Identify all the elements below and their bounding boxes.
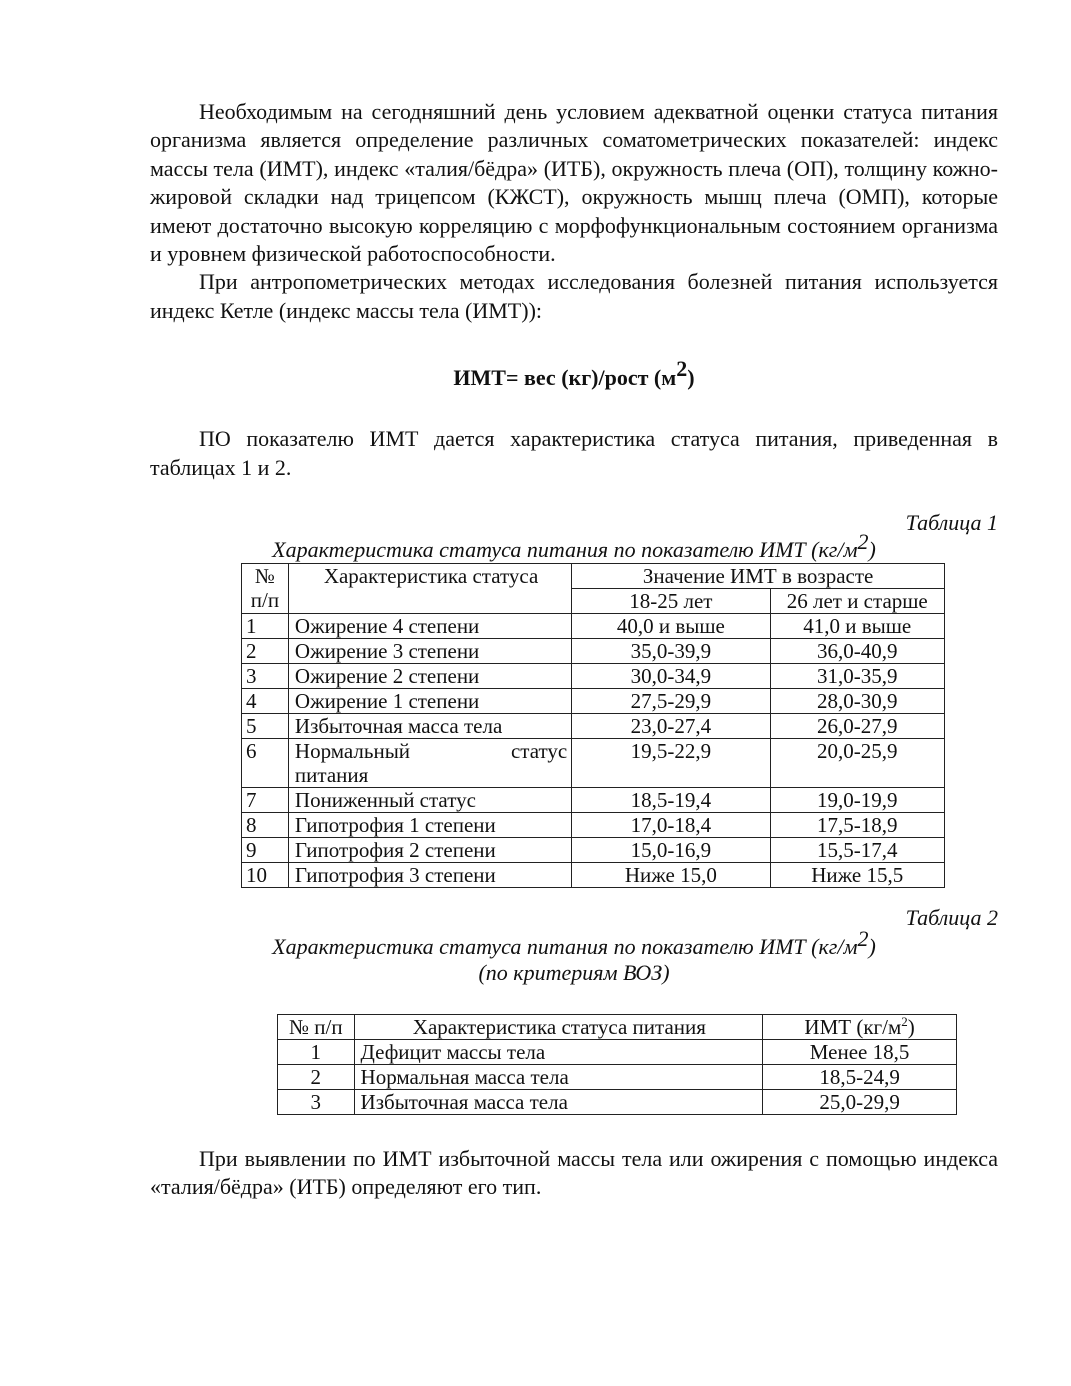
row-status: Нормальная масса тела [354,1065,763,1090]
formula-close: ) [687,365,695,391]
table-row [242,838,945,863]
row-value-18-25: 18,5-19,4 [572,788,770,813]
row-value-26-plus: 36,0-40,9 [770,639,945,664]
row-value-26-plus: 17,5-18,9 [770,813,945,838]
header-bmi-sup: 2 [901,1014,908,1030]
table1-caption [150,529,998,563]
document-page [150,98,998,1202]
row-value-18-25: 27,5-29,9 [572,689,770,714]
table1-caption-text: Характеристика статуса питания по показателю ИМТ (кг/м [272,537,858,563]
row-status: Гипотрофия 2 степени [288,838,571,863]
row-value-18-25: 23,0-27,4 [572,714,770,739]
header-bmi-text: ИМТ (кг/м [804,1015,902,1040]
table-row [278,1040,957,1065]
row-status-line2: питания [294,763,369,788]
table-row [242,714,945,739]
row-num: 9 [242,838,289,863]
formula-text: ИМТ= вес (кг)/рост (м [453,365,677,391]
row-num: 7 [242,788,289,813]
row-value-18-25: 35,0-39,9 [572,639,770,664]
row-status: Пониженный статус [288,788,571,813]
row-num: 6 [242,739,289,788]
row-value-26-plus: 41,0 и выше [770,614,945,639]
table2-header-bmi [763,1015,957,1040]
row-status [288,739,571,788]
row-num: 4 [242,689,289,714]
table2 [277,1014,957,1115]
table1 [241,563,945,888]
row-status: Ожирение 4 степени [288,614,571,639]
table2-caption [150,926,998,960]
row-value-26-plus: 26,0-27,9 [770,714,945,739]
table-row [242,689,945,714]
header-num-line1: № [254,564,275,589]
table-row [242,639,945,664]
row-value-26-plus: 31,0-35,9 [770,664,945,689]
row-value-26-plus: 28,0-30,9 [770,689,945,714]
row-value-18-25: 15,0-16,9 [572,838,770,863]
table2-caption-sup: 2 [857,926,869,952]
row-status: Гипотрофия 1 степени [288,813,571,838]
row-bmi: Менее 18,5 [763,1040,957,1065]
row-value-18-25: 19,5-22,9 [572,739,770,788]
row-num: 3 [242,664,289,689]
table2-header-row [278,1015,957,1040]
row-value-26-plus: Ниже 15,5 [770,863,945,888]
row-num: 3 [278,1090,355,1115]
table2-header-status: Характеристика статуса питания [354,1015,763,1040]
table1-header-value-group: Значение ИМТ в возрасте [572,564,945,589]
table1-header-age2: 26 лет и старше [770,589,945,614]
row-num: 5 [242,714,289,739]
row-status-line1: Нормальный статус [294,739,568,764]
row-status: Ожирение 2 степени [288,664,571,689]
table1-caption-close: ) [868,537,876,563]
row-num: 8 [242,813,289,838]
paragraph-characteristic: ПО показателю ИМТ дается характеристика статуса питания, приведенная в таблицах 1 и 2. [150,426,998,480]
table-row [278,1090,957,1115]
row-value-18-25: 40,0 и выше [572,614,770,639]
table2-header-num: № п/п [278,1015,355,1040]
table1-header-status: Характеристика статуса [288,564,571,614]
row-value-18-25: 17,0-18,4 [572,813,770,838]
row-status: Дефицит массы тела [354,1040,763,1065]
table1-header-num [242,564,289,614]
row-num: 2 [242,639,289,664]
table-row [242,739,945,788]
row-value-18-25: 30,0-34,9 [572,664,770,689]
paragraph-quetelet: При антропометрических методах исследования болезней питания используется индекс Кетле (индекс массы тела (ИМТ)): [150,269,998,323]
row-status: Гипотрофия 3 степени [288,863,571,888]
paragraph-intro: Необходимым на сегодняшний день условием адекватной оценки статуса питания организма является определение различных соматометрических показателей: индекс массы тела (ИМТ), индекс «талия/бёдра» (ИТБ), окружность плеча (ОП), толщину кожно-жировой складки над трицепсом (КЖСТ), окружность мышц плеча (ОМП), которые имеют достаточно высокую корреляцию с морфофункциональным состоянием организма и уровнем физической работоспособности. [150,99,998,267]
table2-label: Таблица 2 [905,905,998,931]
row-num: 1 [242,614,289,639]
table-row [242,813,945,838]
table1-header-age1: 18-25 лет [572,589,770,614]
table1-label: Таблица 1 [905,510,998,536]
table-row [242,863,945,888]
row-status: Избыточная масса тела [288,714,571,739]
paragraph-conclusion: При выявлении по ИМТ избыточной массы тела или ожирения с помощью индекса «талия/бёдра» (ИТБ) определяют его тип. [150,1146,998,1200]
row-value-26-plus: 19,0-19,9 [770,788,945,813]
row-value-18-25: Ниже 15,0 [572,863,770,888]
table1-header-row-1 [242,564,945,589]
table-row [242,664,945,689]
table-row [278,1065,957,1090]
row-status: Ожирение 3 степени [288,639,571,664]
row-bmi: 25,0-29,9 [763,1090,957,1115]
bmi-formula [150,356,998,393]
table2-caption-line2: (по критериям ВОЗ) [478,960,670,986]
row-status: Избыточная масса тела [354,1090,763,1115]
row-value-26-plus: 20,0-25,9 [770,739,945,788]
table2-caption-text: Характеристика статуса питания по показателю ИМТ (кг/м [272,934,858,960]
row-num: 2 [278,1065,355,1090]
header-num-line2: п/п [250,588,280,613]
row-bmi: 18,5-24,9 [763,1065,957,1090]
row-num: 10 [242,863,289,888]
table2-caption-close: ) [868,934,876,960]
table-row [242,614,945,639]
formula-sup: 2 [676,356,688,382]
table1-caption-sup: 2 [857,529,869,555]
table-row [242,788,945,813]
row-value-26-plus: 15,5-17,4 [770,838,945,863]
row-num: 1 [278,1040,355,1065]
header-bmi-close: ) [907,1015,915,1040]
row-status: Ожирение 1 степени [288,689,571,714]
